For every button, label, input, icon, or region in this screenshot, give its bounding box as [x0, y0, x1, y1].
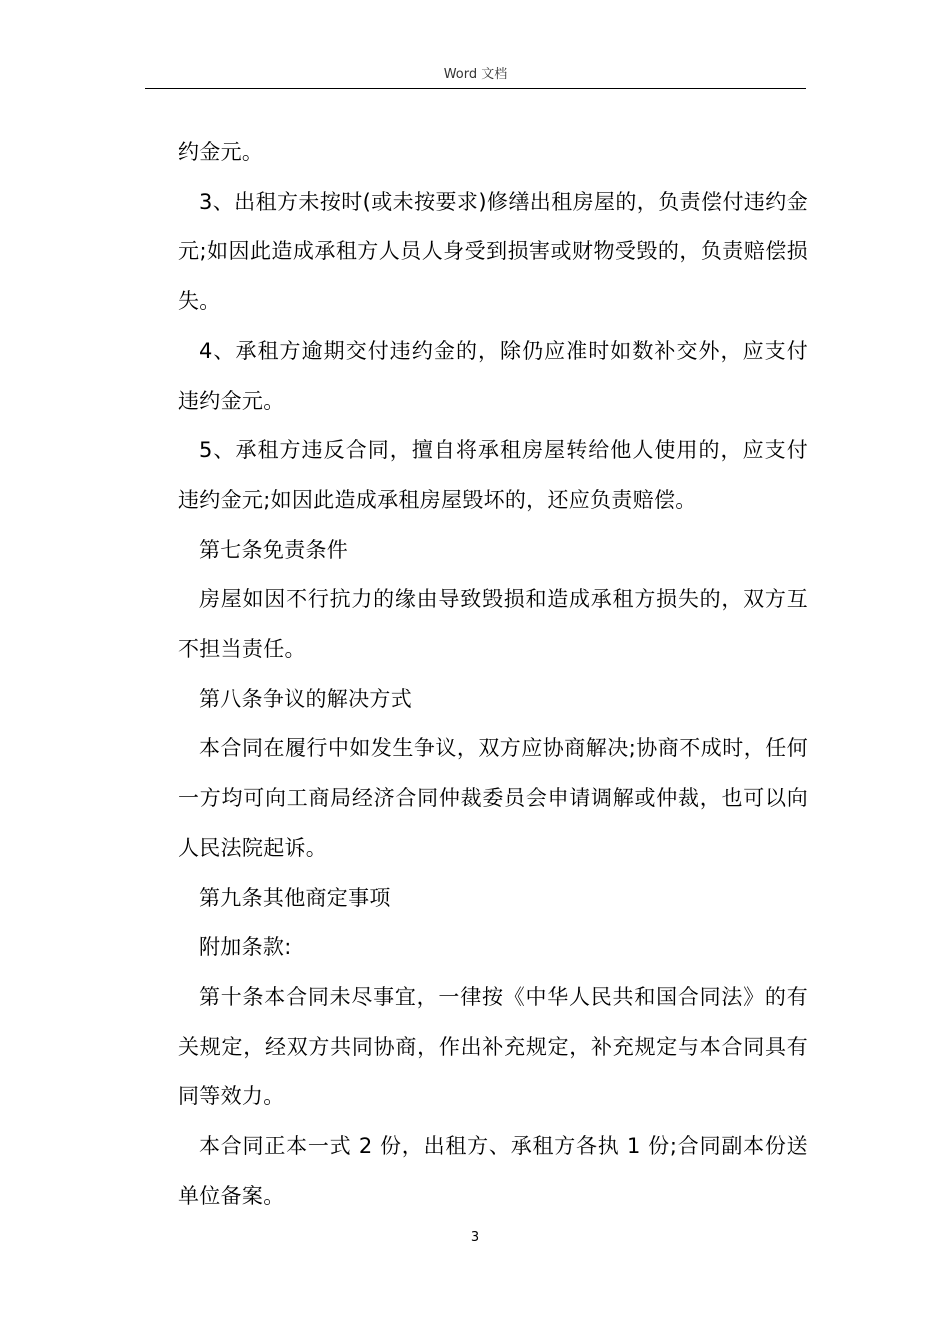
document-body — [178, 128, 808, 1221]
section-heading: 第九条其他商定事项 — [199, 885, 391, 910]
paragraph: 3、出租方未按时(或未按要求)修缮出租房屋的，负责偿付违约金元;如因此造成承租方人员人身受到损害或财物受毁的，负责赔偿损失。 — [178, 189, 808, 314]
paragraph: 附加条款: — [199, 935, 292, 960]
paragraph: 第十条本合同未尽事宜，一律按《中华人民共和国合同法》的有关规定，经双方共同协商，作出补充规定，补充规定与本合同具有同等效力。 — [178, 984, 808, 1109]
page-number: 3 — [470, 1230, 480, 1245]
page-header: Word 文档 — [443, 67, 508, 82]
header-divider — [145, 88, 806, 89]
paragraph: 本合同在履行中如发生争议，双方应协商解决;协商不成时，任何一方均可向工商局经济合同仲裁委员会申请调解或仲裁，也可以向人民法院起诉。 — [178, 736, 808, 860]
paragraph: 约金元。 — [178, 140, 264, 164]
paragraph: 4、承租方逾期交付违约金的，除仍应准时如数补交外，应支付违约金元。 — [178, 338, 808, 413]
paragraph: 房屋如因不行抗力的缘由导致毁损和造成承租方损失的，双方互不担当责任。 — [178, 587, 808, 662]
section-heading: 第七条免责条件 — [199, 537, 349, 562]
paragraph: 本合同正本一式 2 份，出租方、承租方各执 1 份;合同副本份送单位备案。 — [178, 1134, 808, 1208]
section-heading: 第八条争议的解决方式 — [199, 686, 412, 711]
paragraph: 5、承租方违反合同，擅自将承租房屋转给他人使用的，应支付违约金元;如因此造成承租房屋毁坏的，还应负责赔偿。 — [178, 438, 808, 512]
